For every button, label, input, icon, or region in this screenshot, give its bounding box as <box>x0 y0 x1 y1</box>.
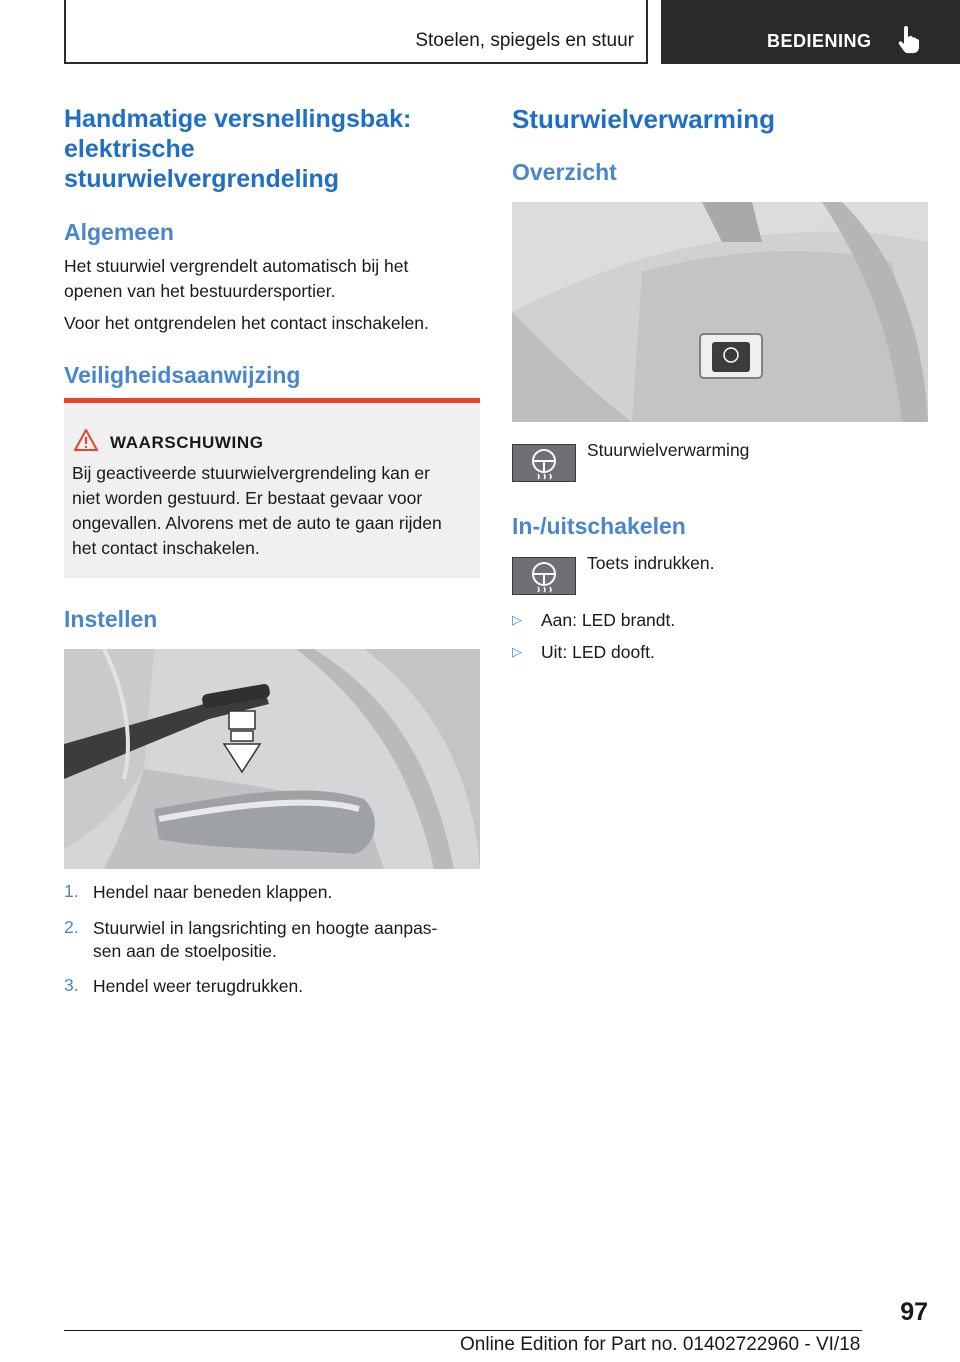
warning-triangle-icon <box>74 429 98 451</box>
page-number: 97 <box>900 1298 928 1326</box>
warning-box <box>64 398 480 578</box>
heading-veiligheid: Veiligheidsaanwijzing <box>64 362 301 388</box>
warning-text <box>72 461 476 561</box>
section-title-steering-heating: Stuurwielverwarming <box>512 104 775 134</box>
footer-divider <box>64 1330 862 1331</box>
title-line: elektrische <box>64 135 195 163</box>
header-chapter-title: BEDIENING <box>767 31 872 51</box>
step-text: Hendel naar beneden klappen. <box>93 882 333 902</box>
text-line: het contact inschakelen. <box>72 538 260 558</box>
steering-wheel-heating-icon <box>512 444 576 482</box>
steering-heating-illustration <box>512 202 928 422</box>
steering-wheel-heating-icon <box>512 557 576 595</box>
section-title-steering-lock <box>64 104 480 194</box>
text-line: openen van het bestuurdersportier. <box>64 281 336 301</box>
steering-lever-illustration <box>64 649 480 869</box>
heading-instellen: Instellen <box>64 606 158 632</box>
bullet-text: Aan: LED brandt. <box>541 610 676 630</box>
steering-heating-photo <box>512 202 928 422</box>
icon-caption: Stuurwielverwarming <box>587 440 750 460</box>
header-section-title: Stoelen, spiegels en stuur <box>415 30 634 51</box>
heading-in-uitschakelen: In-/uitschakelen <box>512 513 686 539</box>
triangle-right-icon: ▷ <box>512 644 522 659</box>
step-text: Hendel weer terugdrukken. <box>93 976 304 996</box>
step-number: 3. <box>64 975 79 995</box>
header-section-box <box>64 0 648 64</box>
warning-title: WAARSCHUWING <box>110 433 264 452</box>
footer-edition: Online Edition for Part no. 01402722960 - VI/18 <box>460 1334 861 1355</box>
paragraph-algemeen-1 <box>64 254 480 304</box>
step-text: Stuurwiel in langsrichting en hoogte aanpas- <box>93 918 438 938</box>
steps-list <box>64 878 480 1008</box>
paragraph-algemeen-2: Voor het ontgrendelen het contact inschakelen. <box>64 313 429 333</box>
bullet-list <box>512 606 928 676</box>
triangle-right-icon: ▷ <box>512 612 522 627</box>
step-text: sen aan de stoelpositie. <box>93 941 277 961</box>
steering-lever-photo <box>64 649 480 869</box>
text-line: Bij geactiveerde stuurwielvergrendeling kan er <box>72 463 430 483</box>
header-chapter-box <box>661 0 960 64</box>
heading-overzicht: Overzicht <box>512 159 617 185</box>
heading-algemeen: Algemeen <box>64 219 174 245</box>
title-line: Handmatige versnellingsbak: <box>64 105 412 133</box>
title-line: stuurwielvergrendeling <box>64 165 340 193</box>
text-line: ongevallen. Alvorens met de auto te gaan rijden <box>72 513 442 533</box>
text-line: niet worden gestuurd. Er bestaat gevaar voor <box>72 488 423 508</box>
text-line: Het stuurwiel vergrendelt automatisch bij het <box>64 256 409 276</box>
hand-pointer-icon <box>897 26 921 54</box>
step-number: 1. <box>64 881 79 901</box>
step-number: 2. <box>64 917 79 937</box>
instruction-text: Toets indrukken. <box>587 553 715 573</box>
bullet-text: Uit: LED dooft. <box>541 642 655 662</box>
